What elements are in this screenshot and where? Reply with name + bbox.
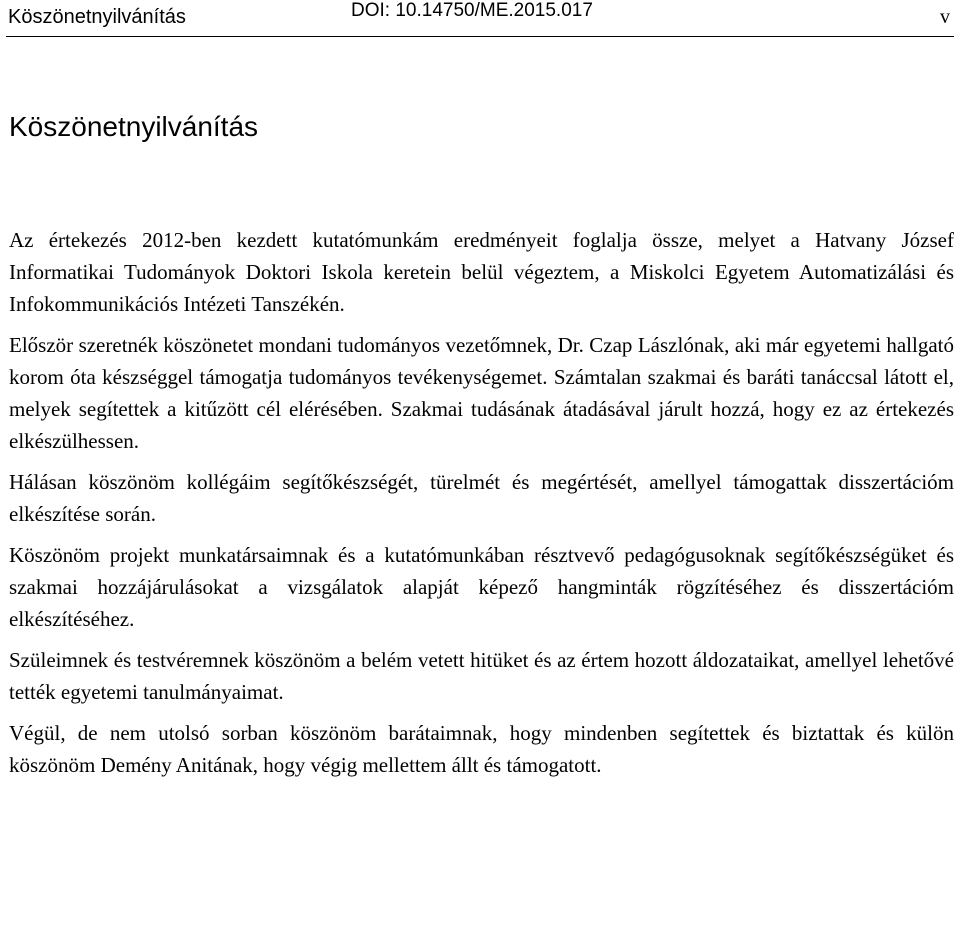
page-header	[6, 0, 954, 37]
paragraph-1: Az értekezés 2012-ben kezdett kutatómunkám eredményeit foglalja össze, melyet a Hatvany József Informatikai Tudományok Doktori Iskola keretein belül végeztem, a Miskolci Egyetem Automatizálási és Infokommunikációs Intézeti Tanszékén.	[9, 228, 954, 316]
page-content	[9, 110, 954, 781]
page-title: Köszönetnyilvánítás	[9, 111, 259, 142]
header-section-title: Köszönetnyilvánítás	[8, 6, 186, 28]
body-text	[9, 224, 954, 781]
paragraph-3: Hálásan köszönöm kollégáim segítőkészségét, türelmét és megértését, amellyel támogattak disszertációm elkészítése során.	[9, 470, 954, 526]
header-doi: DOI: 10.14750/ME.2015.017	[351, 0, 593, 21]
paragraph-5: Szüleimnek és testvéremnek köszönöm a belém vetett hitüket és az értem hozott áldozataikat, amellyel lehetővé tették egyetemi tanulmányaimat.	[9, 648, 954, 704]
page-number: v	[940, 6, 950, 28]
paragraph-4: Köszönöm projekt munkatársaimnak és a kutatómunkában résztvevő pedagógusoknak segítőkészségüket és szakmai hozzájárulásokat a vizsgálatok alapját képező hangminták rögzítéséhez és disszertációm elkészítéséhez.	[9, 543, 954, 631]
paragraph-6: Végül, de nem utolsó sorban köszönöm barátaimnak, hogy mindenben segítettek és biztattak és külön köszönöm Demény Anitának, hogy végig mellettem állt és támogatott.	[9, 721, 954, 777]
paragraph-2: Először szeretnék köszönetet mondani tudományos vezetőmnek, Dr. Czap Lászlónak, aki már egyetemi hallgató korom óta készséggel támogatja tudományos tevékenységemet. Számtalan szakmai és baráti tanáccsal látott el, melyek segítettek a kitűzött cél elérésében. Szakmai tudásának átadásával járult hozzá, hogy ez az értekezés elkészülhessen.	[9, 333, 954, 453]
